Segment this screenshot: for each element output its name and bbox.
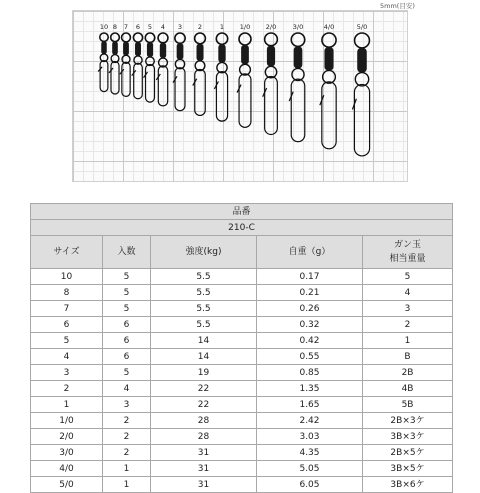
cell-sinker: 5B bbox=[363, 397, 453, 413]
cell-sinker: 4B bbox=[363, 381, 453, 397]
table-row bbox=[31, 365, 453, 381]
cell-size: 7 bbox=[31, 301, 103, 317]
swivel-14 bbox=[352, 23, 369, 156]
header-count: 入数 bbox=[103, 236, 151, 269]
swivel-size-label: 3/0 bbox=[292, 23, 304, 31]
table-row bbox=[31, 269, 453, 285]
swivel-size-label: 1/0 bbox=[239, 23, 251, 31]
table-row bbox=[31, 381, 453, 397]
cell-count: 3 bbox=[103, 397, 151, 413]
cell-count: 5 bbox=[103, 301, 151, 317]
swivel-size-label: 5/0 bbox=[356, 23, 368, 31]
cell-strength: 5.5 bbox=[151, 301, 257, 317]
cell-sinker: B bbox=[363, 349, 453, 365]
cell-weight: 5.05 bbox=[257, 461, 363, 477]
cell-weight: 0.26 bbox=[257, 301, 363, 317]
cell-size: 5 bbox=[31, 333, 103, 349]
swivel-size-label: 1 bbox=[219, 23, 225, 31]
cell-sinker: 2B×3ケ bbox=[363, 413, 453, 429]
cell-count: 1 bbox=[103, 477, 151, 493]
table-row bbox=[31, 349, 453, 365]
cell-strength: 31 bbox=[151, 445, 257, 461]
swivel-size-label: 10 bbox=[99, 23, 109, 31]
product-label-cell: 品番 bbox=[31, 204, 453, 220]
cell-count: 5 bbox=[103, 365, 151, 381]
cell-sinker: 4 bbox=[363, 285, 453, 301]
cell-weight: 0.85 bbox=[257, 365, 363, 381]
swivel-3 bbox=[120, 23, 131, 96]
swivel-size-photo bbox=[72, 10, 408, 182]
swivel-7 bbox=[173, 23, 185, 111]
cell-strength: 31 bbox=[151, 477, 257, 493]
swivel-size-label: 2/0 bbox=[265, 23, 277, 31]
cell-size: 1 bbox=[31, 397, 103, 413]
swivel-2 bbox=[109, 23, 119, 94]
swivel-8 bbox=[193, 23, 206, 115]
cell-count: 4 bbox=[103, 381, 151, 397]
table-row bbox=[31, 333, 453, 349]
swivel-11 bbox=[263, 23, 278, 134]
scale-note: 5mm(目安) bbox=[380, 2, 415, 10]
cell-weight: 3.03 bbox=[257, 429, 363, 445]
cell-strength: 5.5 bbox=[151, 285, 257, 301]
swivel-6 bbox=[156, 23, 168, 106]
cell-size: 3 bbox=[31, 365, 103, 381]
cell-count: 2 bbox=[103, 429, 151, 445]
cell-strength: 14 bbox=[151, 333, 257, 349]
cell-sinker: 1 bbox=[363, 333, 453, 349]
swivel-size-label: 3 bbox=[177, 23, 183, 31]
cell-strength: 5.5 bbox=[151, 317, 257, 333]
product-code-cell: 210-C bbox=[31, 220, 453, 236]
swivel-illustrations bbox=[73, 11, 407, 181]
swivel-size-label: 4/0 bbox=[323, 23, 335, 31]
table-row bbox=[31, 317, 453, 333]
cell-count: 2 bbox=[103, 413, 151, 429]
table-row bbox=[31, 461, 453, 477]
table-row bbox=[31, 397, 453, 413]
cell-strength: 22 bbox=[151, 381, 257, 397]
swivel-12 bbox=[289, 23, 305, 142]
swivel-size-label: 6 bbox=[135, 23, 141, 31]
cell-size: 5/0 bbox=[31, 477, 103, 493]
cell-count: 5 bbox=[103, 269, 151, 285]
swivel-size-label: 2 bbox=[197, 23, 203, 31]
header-sinker-line1: ガン玉 bbox=[394, 240, 422, 250]
cell-sinker: 3B×5ケ bbox=[363, 461, 453, 477]
cell-count: 6 bbox=[103, 317, 151, 333]
swivel-size-label: 4 bbox=[160, 23, 166, 31]
cell-sinker: 3 bbox=[363, 301, 453, 317]
table-row bbox=[31, 429, 453, 445]
header-sinker-line2: 相当重量 bbox=[389, 254, 426, 264]
cell-weight: 1.35 bbox=[257, 381, 363, 397]
table-row bbox=[31, 413, 453, 429]
cell-weight: 4.35 bbox=[257, 445, 363, 461]
table-row bbox=[31, 477, 453, 493]
swivel-size-label: 5 bbox=[147, 23, 153, 31]
cell-weight: 0.55 bbox=[257, 349, 363, 365]
cell-size: 2/0 bbox=[31, 429, 103, 445]
cell-strength: 22 bbox=[151, 397, 257, 413]
cell-size: 4/0 bbox=[31, 461, 103, 477]
cell-weight: 1.65 bbox=[257, 397, 363, 413]
cell-sinker: 3B×6ケ bbox=[363, 477, 453, 493]
cell-strength: 28 bbox=[151, 429, 257, 445]
swivel-9 bbox=[214, 23, 227, 121]
cell-weight: 0.42 bbox=[257, 333, 363, 349]
table-row bbox=[31, 301, 453, 317]
cell-sinker: 3B×3ケ bbox=[363, 429, 453, 445]
cell-weight: 0.21 bbox=[257, 285, 363, 301]
swivel-4 bbox=[132, 23, 143, 99]
cell-sinker: 2B×5ケ bbox=[363, 445, 453, 461]
spec-table bbox=[30, 203, 453, 493]
cell-strength: 19 bbox=[151, 365, 257, 381]
swivel-1 bbox=[98, 23, 108, 92]
cell-strength: 14 bbox=[151, 349, 257, 365]
swivel-5 bbox=[144, 23, 155, 102]
swivel-size-label: 8 bbox=[112, 23, 118, 31]
table-row bbox=[31, 445, 453, 461]
cell-size: 3/0 bbox=[31, 445, 103, 461]
cell-weight: 2.42 bbox=[257, 413, 363, 429]
cell-count: 1 bbox=[103, 461, 151, 477]
cell-size: 2 bbox=[31, 381, 103, 397]
cell-size: 1/0 bbox=[31, 413, 103, 429]
cell-size: 8 bbox=[31, 285, 103, 301]
cell-sinker: 2 bbox=[363, 317, 453, 333]
cell-size: 10 bbox=[31, 269, 103, 285]
cell-strength: 28 bbox=[151, 413, 257, 429]
header-weight: 自重（g） bbox=[257, 236, 363, 269]
swivel-10 bbox=[237, 23, 251, 127]
cell-weight: 0.17 bbox=[257, 269, 363, 285]
swivel-size-label: 7 bbox=[123, 23, 129, 31]
cell-weight: 6.05 bbox=[257, 477, 363, 493]
cell-size: 6 bbox=[31, 317, 103, 333]
swivel-13 bbox=[320, 23, 336, 149]
cell-size: 4 bbox=[31, 349, 103, 365]
table-row bbox=[31, 285, 453, 301]
cell-weight: 0.32 bbox=[257, 317, 363, 333]
cell-count: 6 bbox=[103, 349, 151, 365]
cell-count: 5 bbox=[103, 285, 151, 301]
cell-sinker: 5 bbox=[363, 269, 453, 285]
header-strength: 強度(kg) bbox=[151, 236, 257, 269]
header-size: サイズ bbox=[31, 236, 103, 269]
cell-strength: 5.5 bbox=[151, 269, 257, 285]
cell-sinker: 2B bbox=[363, 365, 453, 381]
cell-count: 6 bbox=[103, 333, 151, 349]
cell-count: 2 bbox=[103, 445, 151, 461]
header-sinker bbox=[363, 236, 453, 269]
cell-strength: 31 bbox=[151, 461, 257, 477]
